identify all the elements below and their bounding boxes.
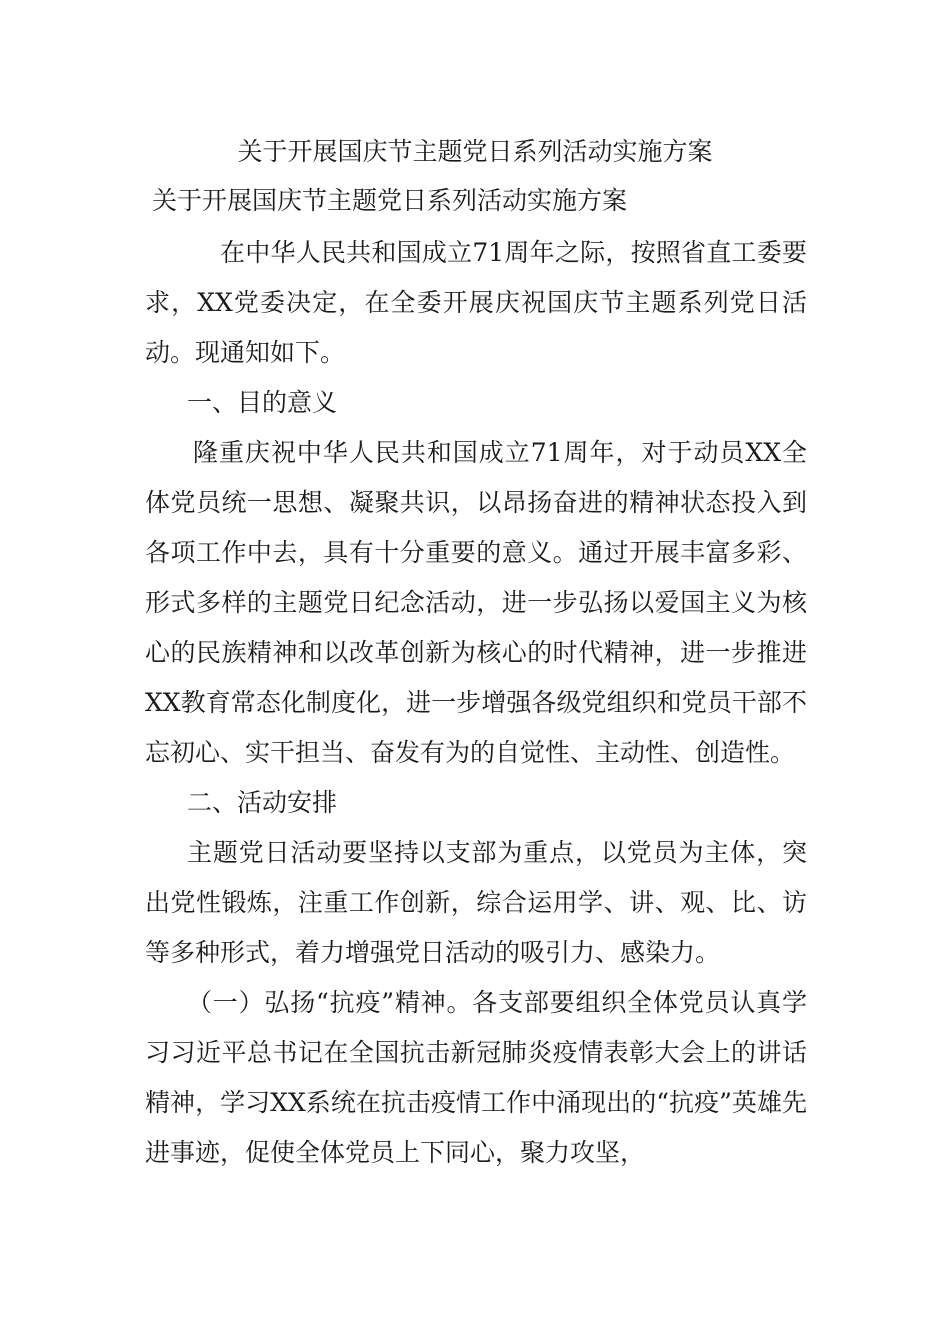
document-title: 关于开展国庆节主题党日系列活动实施方案 — [237, 137, 713, 166]
section1-heading: 一、目的意义 — [187, 388, 338, 417]
document-subtitle: 关于开展国庆节主题党日系列活动实施方案 — [152, 186, 628, 215]
section2-paragraph: 主题党日活动要坚持以支部为重点，以党员为主体，突出党性锻炼，注重工作创新，综合运用学、讲、观、比、访等多种形式，着力增强党日活动的吸引力、感染力。 — [145, 838, 807, 967]
section2-item1-paragraph: （一）弘扬“抗疫”精神。各支部要组织全体党员认真学习习近平总书记在全国抗击新冠肺炎疫情表彰大会上的讲话精神，学习XX系统在抗击疫情工作中涌现出的“抗疫”英雄先进事迹，促使全体党员上下同心，聚力攻坚， — [145, 988, 807, 1167]
intro-paragraph: 在中华人民共和国成立71周年之际，按照省直工委要求，XX党委决定，在全委开展庆祝国庆节主题系列党日活动。现通知如下。 — [145, 238, 807, 367]
document-body — [145, 228, 807, 1178]
section2-heading: 二、活动安排 — [187, 788, 338, 817]
section1-paragraph: 隆重庆祝中华人民共和国成立71周年，对于动员XX全体党员统一思想、凝聚共识，以昂扬奋进的精神状态投入到各项工作中去，具有十分重要的意义。通过开展丰富多彩、形式多样的主题党日纪念活动，进一步弘扬以爱国主义为核心的民族精神和以改革创新为核心的时代精神，进一步推进XX教育常态化制度化，进一步增强各级党组织和党员干部不忘初心、实干担当、奋发有为的自觉性、主动性、创造性。 — [145, 438, 807, 767]
